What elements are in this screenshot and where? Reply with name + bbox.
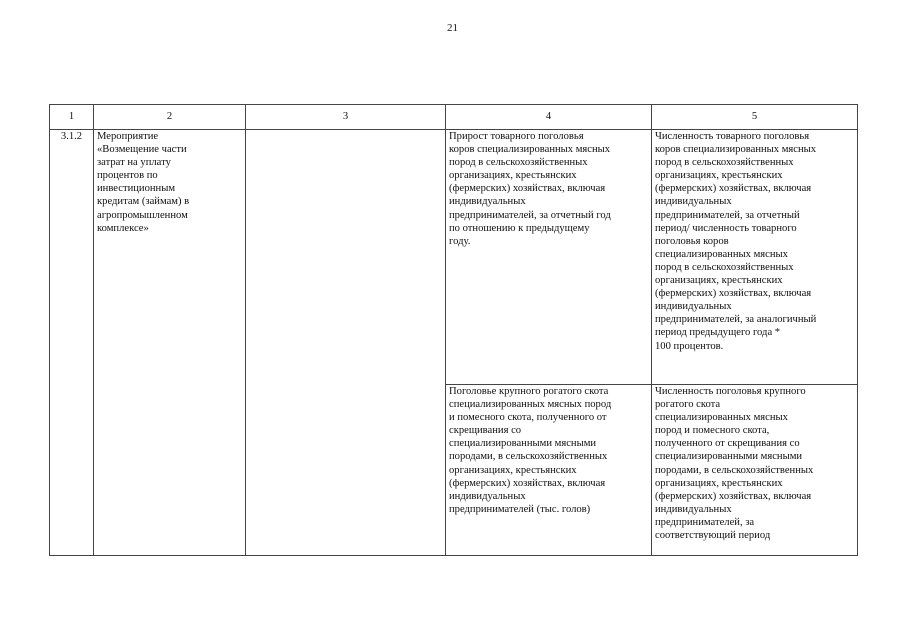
indicator-text: Прирост товарного поголовья коров специализированных мясных пород в сельскохозяйственных организациях, крестьянских (фермерских) хозяйствах, включая индивидуальных предпринимателей, за отчетный год по отношению к предыдущему году. xyxy=(449,131,611,247)
column3-cell xyxy=(246,130,446,556)
indicator-cell xyxy=(446,385,652,556)
row-code: 3.1.2 xyxy=(60,131,83,142)
formula-text: Численность поголовья крупного рогатого скота специализированных мясных пород и помесного скота, полученного от скрещивания со специализированными мясными породами, в сельскохозяйственных организациях, крестьянских (фермерских) хозяйствах, включая индивидуальных предпринимателей, за соответствующий период xyxy=(655,386,814,542)
column-header-5: 5 xyxy=(652,105,858,130)
indicators-table xyxy=(49,104,858,556)
indicator-text: Поголовье крупного рогатого скота специализированных мясных пород и помесного скота, полученного от скрещивания со специализированными мясными породами, в сельскохозяйственных организациях, крестьянских (фермерских) хозяйствах, включая индивидуальных предпринимателей (тыс. голов) xyxy=(449,386,612,515)
column-header-4: 4 xyxy=(446,105,652,130)
formula-text: Численность товарного поголовья коров специализированных мясных пород в сельскохозяйственных организациях, крестьянских (фермерских) хозяйствах, включая индивидуальных предпринимателей, за отчетный период/ численность товарного поголовья коров специализированных мясных пород в сельскохозяйственных организациях, крестьянских (фермерских) хозяйствах, включая индивидуальных предпринимателей, за аналогичный период предыдущего года * 100 процентов. xyxy=(655,131,817,352)
indicator-cell xyxy=(446,130,652,385)
event-name: Мероприятие «Возмещение части затрат на уплату процентов по инвестиционным кредитам (займам) в агропромышленном комплексе» xyxy=(97,131,190,234)
page-number: 21 xyxy=(447,22,458,34)
column-header-1: 1 xyxy=(50,105,94,130)
table-row xyxy=(50,130,858,385)
event-name-cell xyxy=(94,130,246,556)
row-code-cell xyxy=(50,130,94,556)
table-header-row xyxy=(50,105,858,130)
formula-cell xyxy=(652,385,858,556)
formula-cell xyxy=(652,130,858,385)
column-header-2: 2 xyxy=(94,105,246,130)
column-header-3: 3 xyxy=(246,105,446,130)
